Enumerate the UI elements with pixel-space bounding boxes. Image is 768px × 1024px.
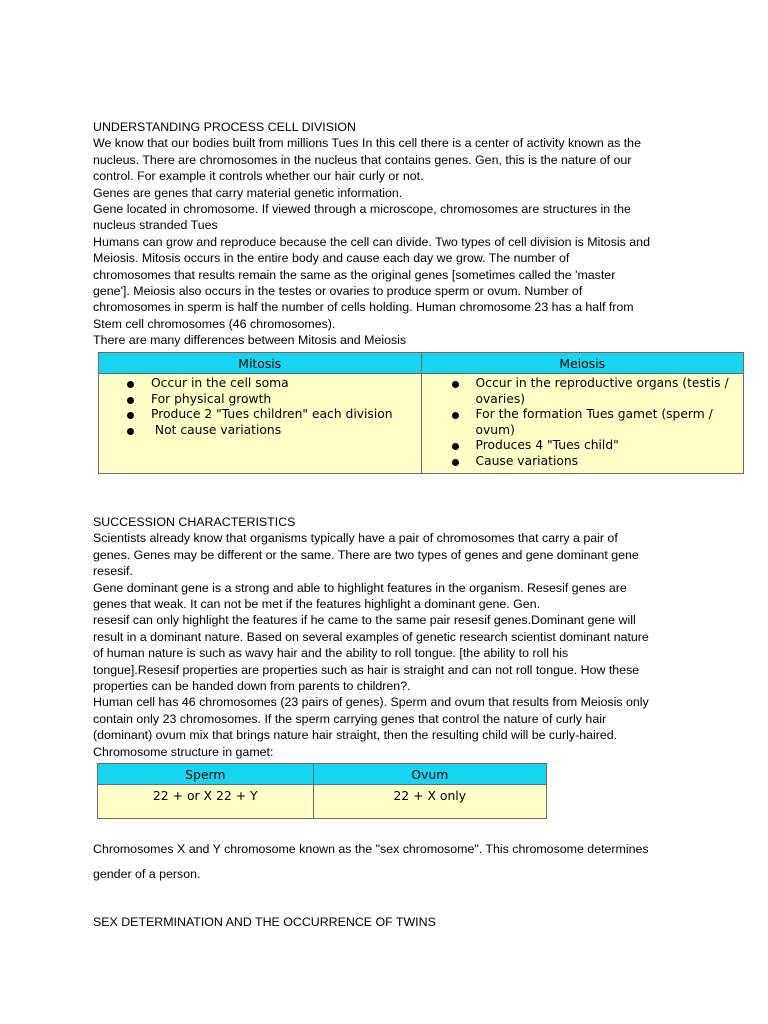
text-line: nucleus stranded Tues xyxy=(93,218,218,233)
text-line: Scientists already know that organisms typically have a pair of chromosomes that carry a pair of xyxy=(93,531,618,546)
text-line: Stem cell chromosomes (46 chromosomes). xyxy=(93,316,336,331)
bullet-icon xyxy=(452,443,459,450)
text-line: result in a dominant nature. Based on several examples of genetic research scientist dominant nature xyxy=(93,629,649,644)
sperm-header: Sperm xyxy=(98,764,314,785)
document-body xyxy=(93,119,693,349)
mitosis-list xyxy=(99,376,421,438)
list-item: Produce 2 "Tues children" each division xyxy=(99,407,421,423)
text-line: Meiosis. Mitosis occurs in the entire body and cause each day we grow. The number of xyxy=(93,251,570,266)
list-item: For the formation Tues gamet (sperm / ovum) xyxy=(422,407,744,438)
text-line: of human nature is such as wavy hair and the ability to roll tongue. [the ability to roll his xyxy=(93,646,569,661)
text-line: Human cell has 46 chromosomes (23 pairs of genes). Sperm and ovum that results from Meiosis only xyxy=(93,695,649,710)
bullet-icon xyxy=(127,397,134,404)
bullet-icon xyxy=(452,459,459,466)
list-item: Produces 4 "Tues child" xyxy=(422,438,744,454)
text-line: chromosomes that results remain the same as the original genes [sometimes called the 'master xyxy=(93,267,616,282)
mitosis-meiosis-table xyxy=(98,352,744,474)
text-line: Gene located in chromosome. If viewed through a microscope, chromosomes are structures in the xyxy=(93,202,631,217)
text-line: Humans can grow and reproduce because the cell can divide. Two types of cell division is Mitosis and xyxy=(93,234,650,249)
list-item: Not cause variations xyxy=(99,423,421,439)
list-item: Cause variations xyxy=(422,454,744,470)
sperm-value: 22 + or X 22 + Y xyxy=(98,785,314,819)
text-line: control. For example it controls whether our hair curly or not. xyxy=(93,169,424,184)
text-line: resesif. xyxy=(93,564,133,579)
succession-section xyxy=(93,514,693,760)
text-line: Gene dominant gene is a strong and able to highlight features in the organism. Resesif genes are xyxy=(93,580,627,595)
meiosis-header: Meiosis xyxy=(421,353,744,374)
heading-succession: SUCCESSION CHARACTERISTICS xyxy=(93,515,296,529)
text-line: resesif can only highlight the features if he came to the same pair resesif genes.Dominant gene will xyxy=(93,613,636,628)
text-line: (dominant) ovum mix that brings nature hair straight, then the resulting child will be curly-haired. xyxy=(93,728,618,743)
text-line: gene']. Meiosis also occurs in the testes or ovaries to produce sperm or ovum. Number of xyxy=(93,284,583,299)
text-line: genes. Genes may be different or the same. There are two types of genes and gene dominant gene xyxy=(93,547,639,562)
text-line: We know that our bodies built from millions Tues In this cell there is a center of activity known as the xyxy=(93,136,641,151)
text-line: genes that weak. It can not be met if the features highlight a dominant gene. Gen. xyxy=(93,597,541,612)
bullet-icon xyxy=(452,412,459,419)
heading-cell-division: UNDERSTANDING PROCESS CELL DIVISION xyxy=(93,120,357,134)
gamete-table xyxy=(97,763,547,819)
meiosis-cell xyxy=(421,374,744,474)
list-item: Occur in the cell soma xyxy=(99,376,421,392)
bullet-icon xyxy=(127,412,134,419)
meiosis-list xyxy=(422,376,744,469)
bullet-icon xyxy=(127,428,134,435)
text-line: tongue].Resesif properties are properties such as hair is straight and can not roll tongue. How these xyxy=(93,662,640,677)
mitosis-header: Mitosis xyxy=(99,353,422,374)
text-line: contain only 23 chromosomes. If the sperm carrying genes that control the nature of curly hair xyxy=(93,711,607,726)
text-line: Chromosomes X and Y chromosome known as the "sex chromosome". This chromosome determines xyxy=(93,842,649,856)
text-line: gender of a person. xyxy=(93,867,201,882)
heading-sex-determination: SEX DETERMINATION AND THE OCCURRENCE OF TWINS xyxy=(93,915,436,929)
bullet-icon xyxy=(452,381,459,388)
text-line: nucleus. There are chromosomes in the nucleus that contains genes. Gen, this is the nature of our xyxy=(93,152,632,167)
twins-section xyxy=(93,914,693,930)
list-item: For physical growth xyxy=(99,392,421,408)
cell-division-text xyxy=(93,135,693,348)
list-item: Occur in the reproductive organs (testis / ovaries) xyxy=(422,376,744,407)
bullet-icon xyxy=(127,381,134,388)
text-line: properties can be handed down from parents to children?. xyxy=(93,679,411,694)
text-line: Genes are genes that carry material genetic information. xyxy=(93,185,403,200)
ovum-header: Ovum xyxy=(313,764,546,785)
sex-chromosome-text xyxy=(93,841,693,883)
ovum-value: 22 + X only xyxy=(313,785,546,819)
text-line: Chromosome structure in gamet: xyxy=(93,744,274,759)
mitosis-cell xyxy=(99,374,422,474)
text-line: chromosomes in sperm is half the number of cells holding. Human chromosome 23 has a half from xyxy=(93,300,634,315)
text-line: There are many differences between Mitosis and Meiosis xyxy=(93,333,407,348)
